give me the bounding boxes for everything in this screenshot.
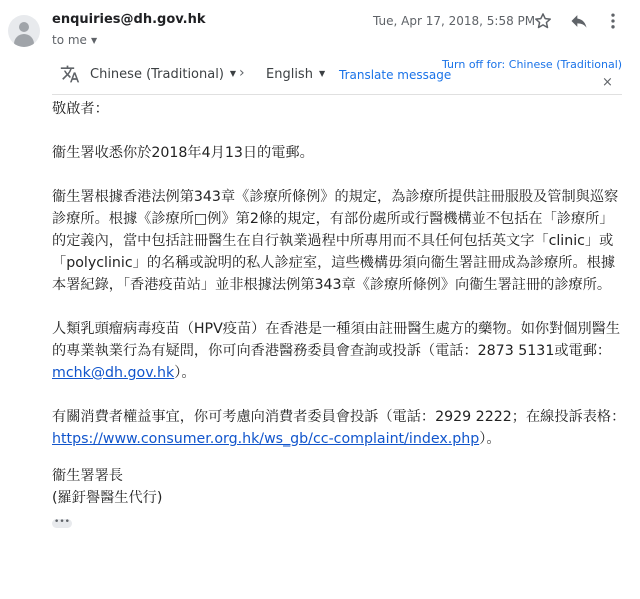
star-button[interactable] — [532, 10, 554, 32]
chevron-right-icon: › — [239, 65, 245, 81]
sender-address[interactable]: enquiries@dh.gov.hk — [52, 12, 206, 27]
avatar-body-shape — [14, 34, 34, 47]
paragraph-2-part-a: 衞生署根據香港法例第343章《診療所條例》的規定，為診療所提供註冊服股及管制與巡察診療所。根據《診療所□例》第2條的規定，有部份處所或行醫機構並不包括在「診療所」的定義內，當中包括註冊醫生在自行執業過程中所專用而不具任何包括英文字「clinic」或「polyclinic」的名稱或說明的私人診症室，這些機構毋須向衞生署註冊成為診療所。 — [52, 189, 619, 271]
signature-title: 衞生署署長 — [52, 468, 123, 484]
turn-off-translate-link[interactable]: Turn off for: Chinese (Traditional) — [442, 58, 623, 71]
show-trimmed-content-button[interactable]: ••• — [52, 519, 72, 528]
mchk-email-link[interactable]: mchk@dh.gov.hk — [52, 365, 175, 381]
paragraph-4 — [52, 406, 627, 450]
paragraph-1: 衞生署收悉你於2018年4月13日的電郵。 — [52, 145, 314, 161]
greeting: 敬啟者： — [52, 101, 109, 117]
paragraph-3-end: ）。 — [174, 365, 196, 381]
signature-name: (羅釪譽醫生代行) — [52, 490, 163, 506]
paragraph-2 — [52, 186, 627, 296]
chevron-down-icon: ▼ — [229, 69, 237, 78]
email-body — [52, 98, 627, 531]
recipient-toggle[interactable] — [52, 33, 97, 47]
source-language-label: Chinese (Traditional) — [90, 67, 224, 82]
translate-icon — [60, 64, 80, 84]
avatar-head-shape — [19, 22, 29, 32]
more-options-button[interactable] — [602, 10, 624, 32]
paragraph-4-text: 有關消費者權益事宜，你可考慮向消費者委員會投訴（電話：2929 2222；在線投訴表格： — [52, 409, 626, 425]
paragraph-3-text: 人類乳頭瘤病毒疫苗（HPV疫苗）在香港是一種須由註冊醫生處方的藥物。如你對個別醫生的專業執業行為有疑問，你可向香港醫務委員會查詢或投訴（電話：2873 5131或電郵： — [52, 321, 621, 359]
reply-button[interactable] — [568, 10, 590, 32]
source-language-select[interactable] — [90, 67, 236, 82]
consumer-complaint-link[interactable]: https://www.consumer.org.hk/ws_gb/cc-complaint/index.php — [52, 431, 480, 447]
more-vert-icon — [603, 11, 623, 31]
target-language-select[interactable] — [266, 67, 325, 82]
target-language-label: English — [266, 67, 313, 82]
star-icon — [533, 11, 553, 31]
user-avatar-icon — [8, 15, 40, 47]
close-icon[interactable]: × — [602, 75, 613, 90]
translate-message-link[interactable]: Translate message — [339, 68, 452, 82]
paragraph-2-part-b: 根據本署紀錄，「香港疫苗站」並非根據法例第343章《診療所條例》向衞生署註冊的診療所。 — [52, 255, 616, 293]
chevron-down-icon: ▼ — [90, 36, 98, 45]
email-date: Tue, Apr 17, 2018, 5:58 PM — [373, 14, 536, 28]
recipient-label: to me — [52, 33, 87, 47]
chevron-down-icon: ▼ — [318, 69, 326, 78]
reply-icon — [569, 11, 589, 31]
translate-bar — [52, 58, 622, 95]
paragraph-4-end: ）。 — [479, 431, 501, 447]
paragraph-3 — [52, 318, 627, 384]
